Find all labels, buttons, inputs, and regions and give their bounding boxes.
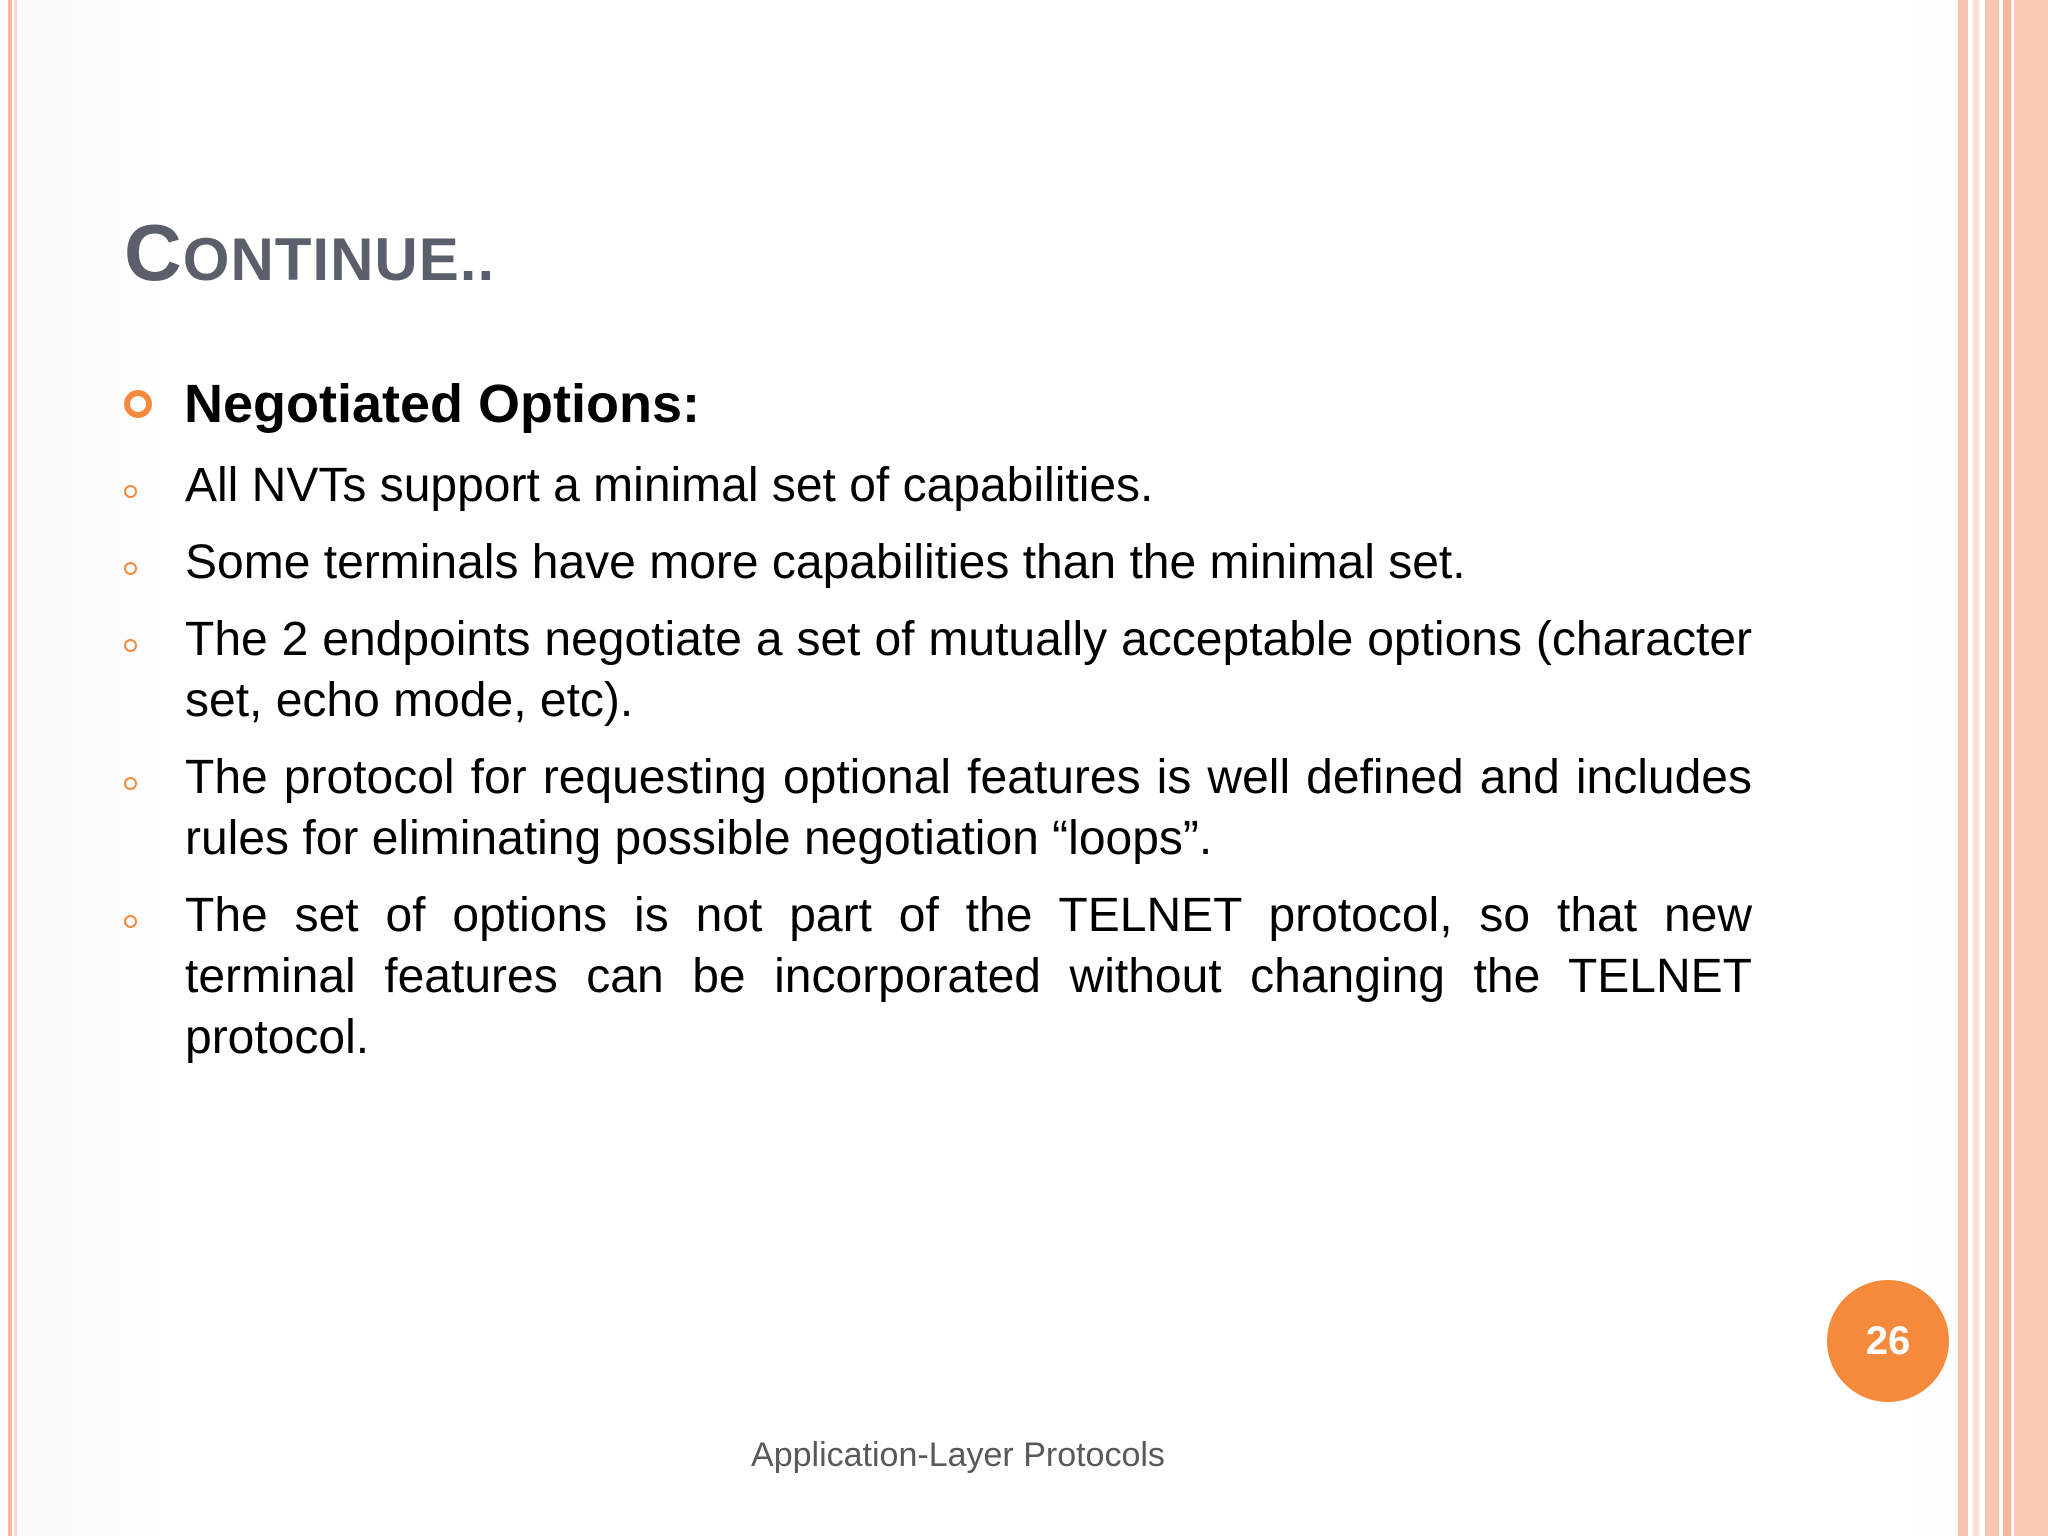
bullet-ring-icon (124, 915, 137, 928)
bullet-ring-icon (124, 777, 137, 790)
bullet-item (124, 885, 1752, 1068)
bullet-text: Some terminals have more capabilities than the minimal set. (185, 536, 1466, 589)
bullet-ring-icon (124, 485, 137, 498)
bullet-text: The 2 endpoints negotiate a set of mutually acceptable options (character set, echo mode, etc). (185, 613, 1752, 727)
slide-title-rest: ONTINUE.. (182, 226, 496, 293)
section-heading (124, 373, 700, 435)
right-border-stripe (1973, 0, 1979, 1536)
bullet-ring-icon (124, 562, 137, 575)
bullet-list (124, 455, 1752, 1084)
bullet-item (124, 747, 1752, 869)
bullet-item (124, 609, 1752, 731)
bullet-text: The set of options is not part of the TELNET protocol, so that new terminal features can be incorporated without changing the TELNET protocol. (185, 889, 1752, 1064)
section-heading-text: Negotiated Options: (184, 374, 700, 434)
slide-footer: Application-Layer Protocols (751, 1436, 1165, 1474)
right-border-stripe (1985, 0, 1999, 1536)
bullet-ring-icon (124, 639, 137, 652)
page-number: 26 (1865, 1318, 1911, 1363)
left-border-stripe-inner (14, 0, 17, 1536)
left-border-stripe (8, 0, 12, 1536)
bullet-text: The protocol for requesting optional features is well defined and includes rules for eliminating possible negotiation “loops”. (185, 751, 1752, 865)
right-border-stripe (1958, 0, 1968, 1536)
ring-bullet-icon (124, 390, 152, 418)
slide-title (124, 208, 496, 297)
bullet-text: All NVTs support a minimal set of capabilities. (185, 459, 1154, 512)
right-border-stripe (2003, 0, 2011, 1536)
bullet-item (124, 532, 1752, 593)
bullet-item (124, 455, 1752, 516)
page-number-badge (1827, 1280, 1949, 1402)
slide-title-initial: C (124, 208, 183, 297)
right-border-stripe (2014, 0, 2048, 1536)
